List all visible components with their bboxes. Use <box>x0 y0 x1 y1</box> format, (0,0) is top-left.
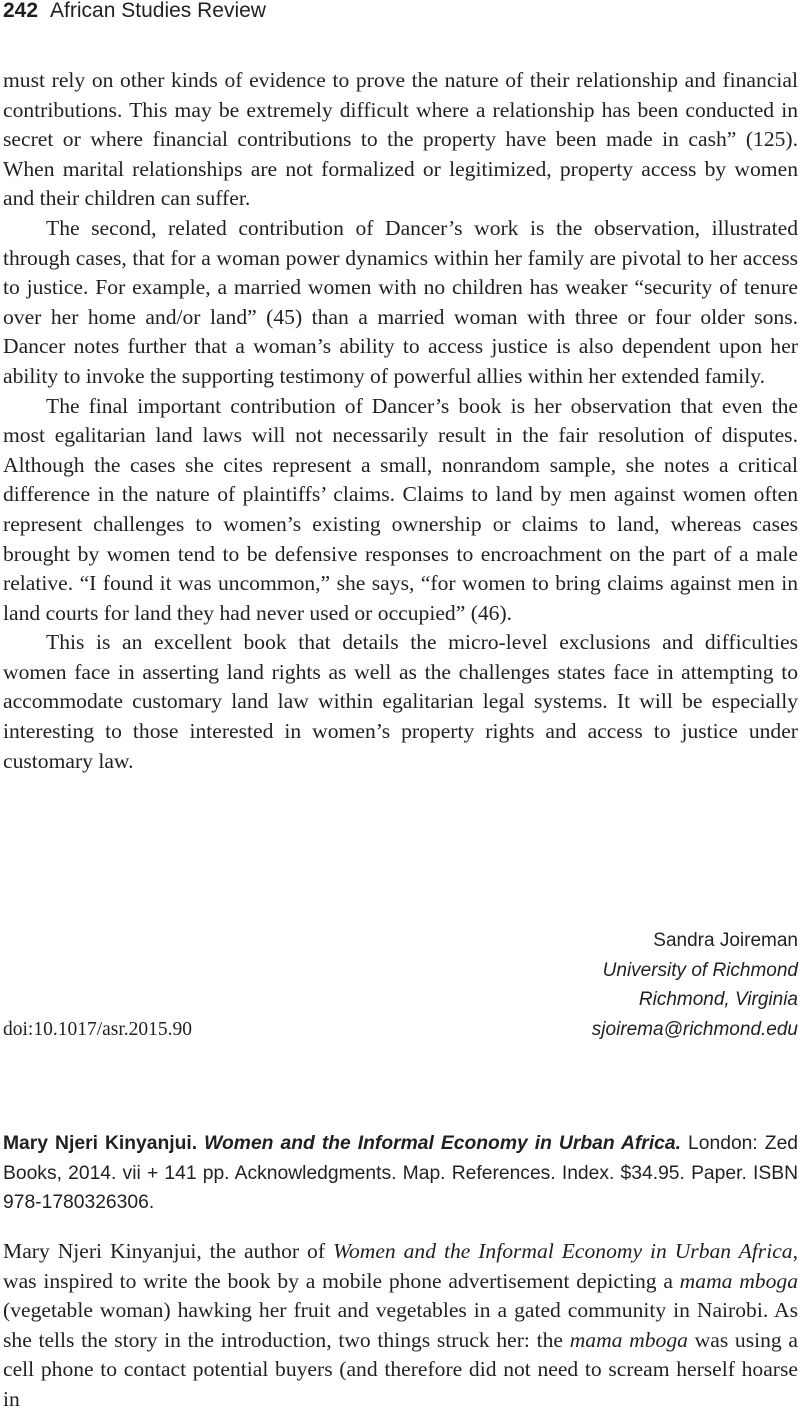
journal-title: African Studies Review <box>50 0 266 22</box>
reviewer-email[interactable]: sjoirema@richmond.edu <box>591 1019 798 1040</box>
text-run: must rely on other kinds of evidence to prove the nature of their relationship and financial contributions. This may be extremely difficult where a relationship has been conducted in secret or where financial contributions to the property have been made in cash” (125). When marital relationships are not formalized or legitimized, property access by women and their children can suffer. <box>3 68 798 211</box>
reviewer-name: Sandra Joireman <box>653 930 798 951</box>
text-run: Mary Njeri Kinyanjui, the author of <box>3 1239 333 1263</box>
book-author: Mary Njeri Kinyanjui. <box>3 1133 198 1154</box>
doi-reference: doi:10.1017/asr.2015.90 <box>3 1019 193 1040</box>
reviewer-institution: University of Richmond <box>602 959 798 981</box>
italic-text-run: mama mboga <box>679 1268 798 1293</box>
italic-text-run: Women and the Informal Economy in Urban Africa <box>332 1239 793 1263</box>
italic-text-run: mama mboga <box>569 1327 688 1352</box>
review-body-2 <box>3 1237 798 1415</box>
review-paragraph <box>3 1237 798 1415</box>
text-run: , was inspired to write the book by a mobile phone advertisement depicting a <box>3 1239 798 1293</box>
text-run: The final important contribution of Dancer’s book is her observation that even the most egalitarian land laws will not necessarily result in the fair resolution of disputes. Although the cases she cites represent a small, nonrandom sample, she notes a critical difference in the nature of plaintiffs’ claims. Claims to land by men against women often represent challenges to women’s existing ownership or claims to land, whereas cases brought by women tend to be defensive responses to encroachment on the part of a male relative. “I found it was uncommon,” she says, “for women to bring claims against men in land courts for land they had never used or occupied” (46). <box>3 393 798 625</box>
book-details: London: Zed Books, 2014. vii + 141 pp. Acknowledgments. Map. References. Index. $34.95. Paper. ISBN 978-1780326306. <box>3 1133 799 1214</box>
text-run: (vegetable woman) hawking her fruit and vegetables in a gated community in Nairobi. As she tells the story in the introduction, two things struck her: the <box>3 1298 798 1352</box>
page-number: 242 <box>3 0 39 22</box>
book-title: Women and the Informal Economy in Urban Africa. <box>204 1133 681 1154</box>
running-head <box>3 0 266 24</box>
text-run: was using a cell phone to contact potential buyers (and therefore did not need to scream herself hoarse in <box>3 1327 798 1411</box>
review-paragraph <box>3 628 798 776</box>
reviewer-location: Richmond, Virginia <box>638 989 798 1011</box>
review-paragraph <box>3 392 798 629</box>
reviewer-signature <box>3 926 798 1015</box>
text-run: The second, related contribution of Dancer’s work is the observation, illustrated through cases, that for a woman power dynamics within her family are pivotal to her access to justice. For example, a married women with no children has weaker “security of tenure over her home and/or land” (45) than a married woman with three or four older sons. Dancer notes further that a woman’s ability to access justice is also dependent upon her ability to invoke the supporting testimony of powerful allies within her extended family. <box>3 215 798 388</box>
book-citation <box>3 1129 798 1218</box>
review-paragraph <box>3 214 798 392</box>
review-paragraph <box>3 66 798 214</box>
review-body <box>3 66 798 776</box>
text-run: This is an excellent book that details the micro-level exclusions and difficulties women face in asserting land rights as well as the challenges states face in attempting to accommodate customary land law within egalitarian legal systems. It will be especially interesting to those interested in women’s property rights and access to justice under customary law. <box>3 630 798 773</box>
